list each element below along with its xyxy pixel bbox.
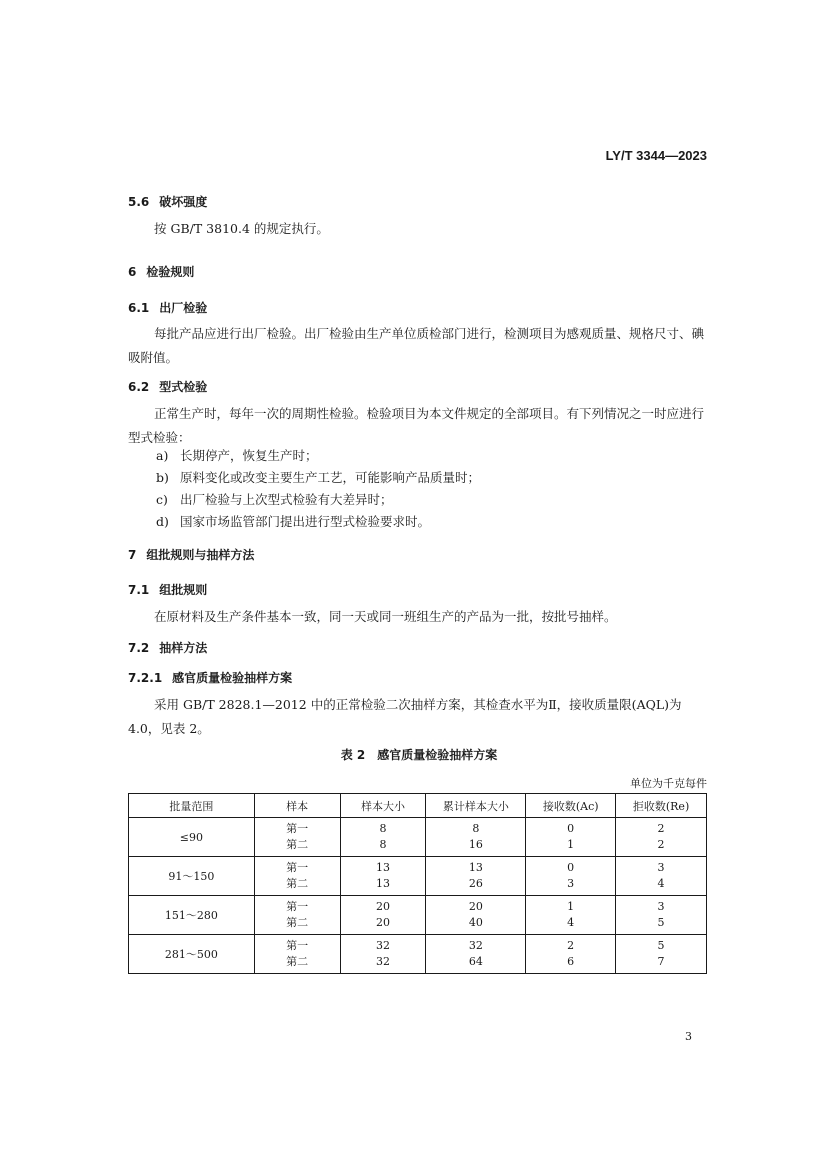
sample-first: 第一 bbox=[286, 822, 309, 835]
column-header: 接收数(Ac) bbox=[526, 794, 616, 818]
list-marker: d) bbox=[156, 514, 169, 529]
value-second: 16 bbox=[468, 838, 483, 851]
table-header-row bbox=[129, 794, 707, 818]
value-first: 8 bbox=[472, 822, 480, 835]
value-second: 3 bbox=[567, 877, 575, 890]
value-second: 4 bbox=[657, 877, 665, 890]
table-unit-note: 单位为千克每件 bbox=[630, 777, 707, 790]
sample-first: 第一 bbox=[286, 861, 309, 874]
sample-cell bbox=[254, 896, 340, 935]
column-header: 样本 bbox=[254, 794, 340, 818]
value-first: 32 bbox=[468, 939, 483, 952]
value-second: 5 bbox=[657, 916, 665, 929]
list-marker: b) bbox=[156, 470, 169, 485]
value-first: 8 bbox=[379, 822, 387, 835]
section-title: 组批规则 bbox=[159, 583, 208, 597]
value-first: 0 bbox=[567, 822, 575, 835]
list-marker: a) bbox=[156, 448, 169, 463]
accept-number-cell bbox=[526, 896, 616, 935]
list-text: 出厂检验与上次型式检验有大差异时； bbox=[180, 492, 393, 507]
sample-first: 第一 bbox=[286, 900, 309, 913]
sample-cell bbox=[254, 818, 340, 857]
section-title: 型式检验 bbox=[159, 380, 208, 394]
section-number: 6.1 bbox=[128, 301, 150, 315]
list-text: 长期停产，恢复生产时； bbox=[180, 448, 318, 463]
value-first: 20 bbox=[376, 900, 391, 913]
column-header: 批量范围 bbox=[129, 794, 255, 818]
batch-range-cell: ≤90 bbox=[129, 818, 255, 857]
section-number: 7.2.1 bbox=[128, 671, 163, 685]
list-marker: c) bbox=[156, 492, 168, 507]
value-second: 2 bbox=[657, 838, 665, 851]
value-first: 1 bbox=[567, 900, 575, 913]
value-first: 5 bbox=[657, 939, 665, 952]
table-row bbox=[129, 818, 707, 857]
section-body-6-2: 正常生产时，每年一次的周期性检验。检验项目为本文件规定的全部项目。有下列情况之一时应进行型式检验： bbox=[128, 406, 705, 445]
section-number: 6 bbox=[128, 265, 137, 279]
value-first: 2 bbox=[567, 939, 575, 952]
table-number: 表 2 bbox=[340, 748, 366, 762]
reject-number-cell bbox=[616, 896, 707, 935]
section-title: 检验规则 bbox=[146, 265, 195, 279]
table-row bbox=[129, 896, 707, 935]
list-item bbox=[156, 468, 480, 486]
value-second: 8 bbox=[379, 838, 387, 851]
list-item bbox=[156, 490, 393, 508]
section-heading-7 bbox=[128, 546, 254, 563]
accept-number-cell bbox=[526, 857, 616, 896]
sample-second: 第二 bbox=[286, 916, 309, 929]
column-header: 累计样本大小 bbox=[426, 794, 526, 818]
section-number: 6.2 bbox=[128, 380, 150, 394]
value-second: 6 bbox=[567, 955, 575, 968]
reject-number-cell bbox=[616, 818, 707, 857]
value-first: 3 bbox=[657, 900, 665, 913]
sample-size-cell bbox=[340, 857, 426, 896]
list-text: 原料变化或改变主要生产工艺，可能影响产品质量时； bbox=[180, 470, 481, 485]
sample-size-cell bbox=[340, 935, 426, 974]
cumulative-size-cell bbox=[426, 896, 526, 935]
section-title: 破坏强度 bbox=[159, 195, 208, 209]
section-title: 感官质量检验抽样方案 bbox=[172, 671, 293, 685]
table-row bbox=[129, 857, 707, 896]
section-body-7-2-1: 采用 GB/T 2828.1—2012 中的正常检验二次抽样方案，其检查水平为Ⅱ，接收质量限(AQL)为4.0，见表 2。 bbox=[128, 697, 682, 736]
cumulative-size-cell bbox=[426, 935, 526, 974]
batch-range-cell: 91～150 bbox=[129, 857, 255, 896]
value-first: 0 bbox=[567, 861, 575, 874]
section-number: 5.6 bbox=[128, 195, 150, 209]
column-header: 拒收数(Re) bbox=[616, 794, 707, 818]
cumulative-size-cell bbox=[426, 818, 526, 857]
sample-cell bbox=[254, 857, 340, 896]
section-body-5-6: 按 GB/T 3810.4 的规定执行。 bbox=[154, 221, 329, 236]
section-heading-6-1 bbox=[128, 299, 207, 316]
section-body-7-1: 在原材料及生产条件基本一致，同一天或同一班组生产的产品为一批，按批号抽样。 bbox=[154, 609, 617, 624]
section-title: 出厂检验 bbox=[159, 301, 208, 315]
reject-number-cell bbox=[616, 935, 707, 974]
accept-number-cell bbox=[526, 935, 616, 974]
table-caption bbox=[128, 746, 710, 763]
sample-first: 第一 bbox=[286, 939, 309, 952]
page-number: 3 bbox=[685, 1030, 692, 1043]
sampling-plan-table bbox=[128, 793, 707, 974]
value-first: 20 bbox=[468, 900, 483, 913]
sample-size-cell bbox=[340, 896, 426, 935]
section-heading-7-1 bbox=[128, 581, 207, 598]
section-number: 7 bbox=[128, 548, 137, 562]
value-first: 13 bbox=[468, 861, 483, 874]
table-title: 感官质量检验抽样方案 bbox=[377, 748, 498, 762]
value-second: 26 bbox=[468, 877, 483, 890]
list-text: 国家市场监管部门提出进行型式检验要求时。 bbox=[180, 514, 431, 529]
section-number: 7.1 bbox=[128, 583, 150, 597]
sample-second: 第二 bbox=[286, 838, 309, 851]
batch-range-cell: 151～280 bbox=[129, 896, 255, 935]
value-second: 7 bbox=[657, 955, 665, 968]
section-body-6-1: 每批产品应进行出厂检验。出厂检验由生产单位质检部门进行，检测项目为感观质量、规格尺寸、碘吸附值。 bbox=[128, 326, 705, 365]
value-second: 40 bbox=[468, 916, 483, 929]
cumulative-size-cell bbox=[426, 857, 526, 896]
batch-range-cell: 281～500 bbox=[129, 935, 255, 974]
section-number: 7.2 bbox=[128, 641, 150, 655]
value-first: 13 bbox=[376, 861, 391, 874]
section-title: 组批规则与抽样方法 bbox=[146, 548, 255, 562]
value-first: 3 bbox=[657, 861, 665, 874]
section-heading-6-2 bbox=[128, 378, 207, 395]
section-heading-6 bbox=[128, 263, 194, 280]
sample-second: 第二 bbox=[286, 877, 309, 890]
sample-size-cell bbox=[340, 818, 426, 857]
value-first: 32 bbox=[376, 939, 391, 952]
value-second: 4 bbox=[567, 916, 575, 929]
list-item bbox=[156, 512, 430, 530]
value-second: 1 bbox=[567, 838, 575, 851]
value-second: 13 bbox=[376, 877, 391, 890]
list-item bbox=[156, 446, 318, 464]
value-second: 20 bbox=[376, 916, 391, 929]
value-second: 32 bbox=[376, 955, 391, 968]
value-second: 64 bbox=[468, 955, 483, 968]
sample-cell bbox=[254, 935, 340, 974]
column-header: 样本大小 bbox=[340, 794, 426, 818]
accept-number-cell bbox=[526, 818, 616, 857]
section-heading-7-2-1 bbox=[128, 669, 292, 686]
table-row bbox=[129, 935, 707, 974]
section-heading-5-6 bbox=[128, 193, 207, 210]
section-heading-7-2 bbox=[128, 639, 207, 656]
sample-second: 第二 bbox=[286, 955, 309, 968]
reject-number-cell bbox=[616, 857, 707, 896]
value-first: 2 bbox=[657, 822, 665, 835]
section-title: 抽样方法 bbox=[159, 641, 208, 655]
standard-code: LY/T 3344—2023 bbox=[605, 148, 707, 163]
